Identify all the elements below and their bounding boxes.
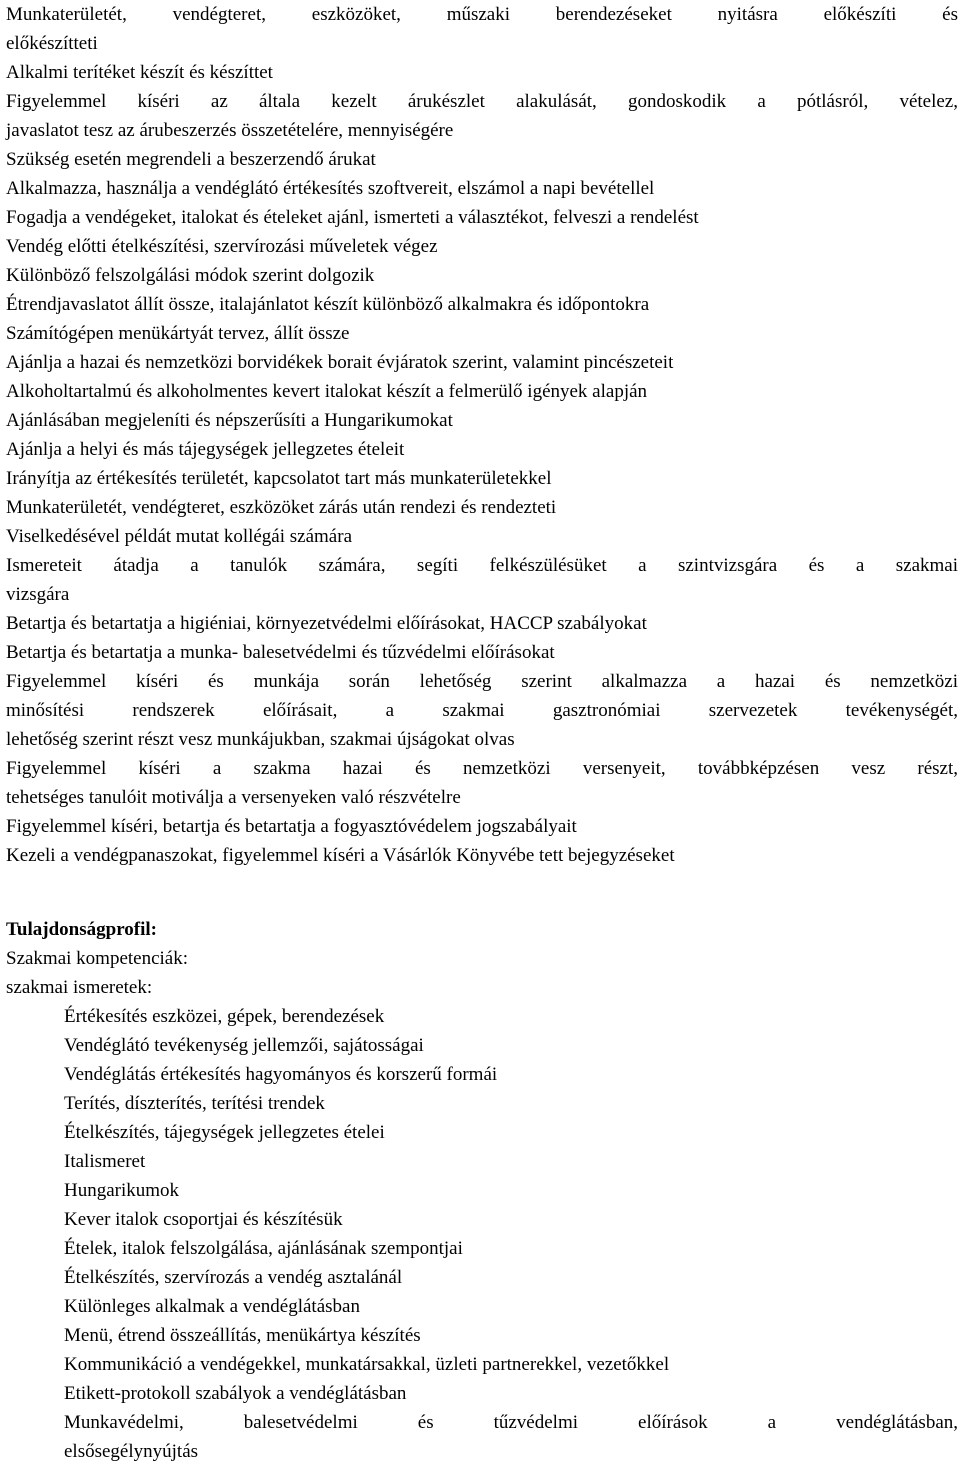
task-item-line: Irányítja az értékesítés területét, kapcsolatot tart más munkaterületekkel	[6, 468, 552, 489]
knowledge-item-line: Vendéglátás értékesítés hagyományos és korszerű formái	[64, 1064, 498, 1085]
section-gap	[6, 870, 958, 915]
task-item-line: Viselkedésével példát mutat kollégái számára	[6, 526, 352, 547]
task-item	[6, 319, 958, 348]
task-item	[6, 812, 958, 841]
task-item-line: Alkalmi terítéket készít és készíttet	[6, 62, 273, 83]
task-item	[6, 174, 958, 203]
task-list	[6, 0, 958, 870]
knowledge-item	[64, 1118, 958, 1147]
knowledge-item-line: Hungarikumok	[64, 1180, 180, 1201]
knowledge-item	[64, 1147, 958, 1176]
task-item	[6, 145, 958, 174]
task-item	[6, 0, 958, 58]
task-item	[6, 406, 958, 435]
task-item-line: Különböző felszolgálási módok szerint dolgozik	[6, 265, 375, 286]
task-item-line: Kezeli a vendégpanaszokat, figyelemmel kíséri a Vásárlók Könyvébe tett bejegyzéseket	[6, 845, 675, 866]
task-item-line: Figyelemmel kíséri és munkája során lehetőség szerint alkalmazza a hazai és nemzetközi	[6, 671, 958, 692]
task-item	[6, 232, 958, 261]
knowledge-item-line: Ételek, italok felszolgálása, ajánlásának szempontjai	[64, 1238, 463, 1259]
knowledge-item-line: Italismeret	[64, 1151, 146, 1172]
knowledge-item	[64, 1234, 958, 1263]
knowledge-item	[64, 1408, 958, 1466]
task-item	[6, 261, 958, 290]
knowledge-item-line: Értékesítés eszközei, gépek, berendezések	[64, 1006, 385, 1027]
knowledge-item-line: Munkavédelmi, balesetvédelmi és tűzvédelmi előírások a vendéglátásban,	[64, 1412, 958, 1433]
knowledge-label: szakmai ismeretek:	[6, 977, 153, 998]
knowledge-item	[64, 1292, 958, 1321]
task-item	[6, 203, 958, 232]
task-item	[6, 435, 958, 464]
task-item	[6, 522, 958, 551]
task-item-line: Munkaterületét, vendégteret, eszközöket, műszaki berendezéseket nyitásra előkészíti és	[6, 4, 958, 25]
task-item	[6, 493, 958, 522]
document-page	[6, 0, 958, 1466]
knowledge-item-line: Kever italok csoportjai és készítésük	[64, 1209, 343, 1230]
task-item-line: tehetséges tanulóit motiválja a versenyeken való részvételre	[6, 787, 461, 808]
task-item	[6, 464, 958, 493]
knowledge-item	[64, 1176, 958, 1205]
task-item-line: vizsgára	[6, 584, 70, 605]
task-item	[6, 551, 958, 609]
task-item-line: Számítógépen menükártyát tervez, állít össze	[6, 323, 350, 344]
task-item	[6, 609, 958, 638]
knowledge-item	[64, 1002, 958, 1031]
task-item	[6, 348, 958, 377]
task-item-line: Alkalmazza, használja a vendéglátó értékesítés szoftvereit, elszámol a napi bevétellel	[6, 178, 655, 199]
profile-heading: Tulajdonságprofil:	[6, 919, 157, 940]
task-item-line: Vendég előtti ételkészítési, szervírozási műveletek végez	[6, 236, 438, 257]
knowledge-item-line: Ételkészítés, tájegységek jellegzetes ételei	[64, 1122, 385, 1143]
knowledge-item	[64, 1263, 958, 1292]
task-item	[6, 667, 958, 754]
knowledge-item-line: Kommunikáció a vendégekkel, munkatársakkal, üzleti partnerekkel, vezetőkkel	[64, 1354, 670, 1375]
task-item-line: javaslatot tesz az árubeszerzés összetételére, mennyiségére	[6, 120, 454, 141]
task-item-line: Figyelemmel kíséri az általa kezelt árukészlet alakulását, gondoskodik a pótlásról, vételez,	[6, 91, 958, 112]
knowledge-item-line: Vendéglátó tevékenység jellemzői, sajátosságai	[64, 1035, 424, 1056]
knowledge-item	[64, 1089, 958, 1118]
knowledge-item	[64, 1205, 958, 1234]
knowledge-item-line: Terítés, díszterítés, terítési trendek	[64, 1093, 325, 1114]
task-item-line: Alkoholtartalmú és alkoholmentes kevert italokat készít a felmerülő igények alapján	[6, 381, 648, 402]
knowledge-item-line: elsősegélynyújtás	[64, 1441, 199, 1462]
task-item	[6, 58, 958, 87]
competence-label: Szakmai kompetenciák:	[6, 948, 189, 969]
task-item-line: előkészítteti	[6, 33, 98, 54]
task-item-line: Ajánlja a hazai és nemzetközi borvidékek borait évjáratok szerint, valamint pincészeteit	[6, 352, 674, 373]
knowledge-list	[6, 1002, 958, 1466]
task-item	[6, 87, 958, 145]
task-item-line: Figyelemmel kíséri a szakma hazai és nemzetközi versenyeit, továbbképzésen vesz részt,	[6, 758, 958, 779]
knowledge-item	[64, 1031, 958, 1060]
task-item-line: Ajánlja a helyi és más tájegységek jellegzetes ételeit	[6, 439, 405, 460]
task-item-line: Betartja és betartatja a munka- balesetvédelmi és tűzvédelmi előírásokat	[6, 642, 555, 663]
knowledge-item	[64, 1321, 958, 1350]
task-item	[6, 638, 958, 667]
knowledge-item-line: Etikett-protokoll szabályok a vendéglátásban	[64, 1383, 407, 1404]
task-item	[6, 290, 958, 319]
task-item-line: Munkaterületét, vendégteret, eszközöket zárás után rendezi és rendezteti	[6, 497, 557, 518]
knowledge-item	[64, 1350, 958, 1379]
knowledge-item-line: Ételkészítés, szervírozás a vendég asztalánál	[64, 1267, 403, 1288]
task-item-line: minősítési rendszerek előírásait, a szakmai gasztronómiai szervezetek tevékenységét,	[6, 700, 958, 721]
task-item-line: Étrendjavaslatot állít össze, italajánlatot készít különböző alkalmakra és időpontokra	[6, 294, 650, 315]
knowledge-item-line: Különleges alkalmak a vendéglátásban	[64, 1296, 360, 1317]
knowledge-item-line: Menü, étrend összeállítás, menükártya készítés	[64, 1325, 421, 1346]
task-item-line: Ismereteit átadja a tanulók számára, segíti felkészülésüket a szintvizsgára és a szakmai	[6, 555, 958, 576]
knowledge-item	[64, 1060, 958, 1089]
task-item-line: Ajánlásában megjeleníti és népszerűsíti a Hungarikumokat	[6, 410, 453, 431]
task-item-line: lehetőség szerint részt vesz munkájukban, szakmai újságokat olvas	[6, 729, 515, 750]
task-item	[6, 841, 958, 870]
task-item-line: Figyelemmel kíséri, betartja és betartatja a fogyasztóvédelem jogszabályait	[6, 816, 577, 837]
task-item-line: Betartja és betartatja a higiéniai, környezetvédelmi előírásokat, HACCP szabályokat	[6, 613, 647, 634]
task-item-line: Szükség esetén megrendeli a beszerzendő árukat	[6, 149, 376, 170]
task-item	[6, 754, 958, 812]
task-item-line: Fogadja a vendégeket, italokat és ételeket ajánl, ismerteti a választékot, felveszi a rendelést	[6, 207, 699, 228]
task-item	[6, 377, 958, 406]
knowledge-item	[64, 1379, 958, 1408]
